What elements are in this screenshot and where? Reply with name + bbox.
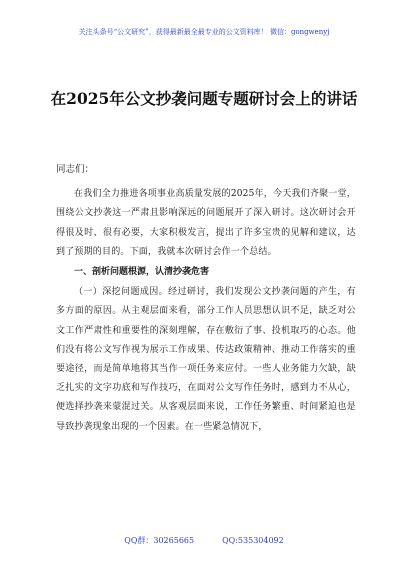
section-heading: 一、剖析问题根源，认清抄袭危害 (74, 267, 210, 278)
header-banner: 关注头条号“公文研究”，获得最新最全最专业的公文资料库！ 微信：gongwenyj (78, 28, 330, 36)
document-body (56, 160, 356, 437)
section-paragraph: （一）深挖问题成因。经过研讨，我们发现公文抄袭问题的产生，有多方面的原因。从主观层面来看，部分工作人员思想认识不足，缺乏对公文工作严肃性和重要性的深刻理解，存在敷衍了事、投机取巧的心态。他们没有将公文写作视为展示工作成果、传达政策精神、推动工作落实的重要途径，而是简单地将其当作一项任务来应付。一些人业务能力欠缺，缺乏扎实的文字功底和写作技巧，在面对公文写作任务时，感到力不从心，便选择抄袭来蒙混过关。从客观层面来说，工作任务繁重、时间紧迫也是导致抄袭现象出现的一个因素。在一些紧急情况下， (56, 287, 356, 432)
footer-qq-group: QQ群：30265665 (124, 536, 195, 545)
intro-paragraph: 在我们全力推进各项事业高质量发展的2025年，今天我们齐聚一堂，围绕公文抄袭这一严肃且影响深远的问题展开了深入研讨。这次研讨会开得很及时、很有必要，大家积极发言，提出了许多宝贵的见解和建议，达到了预期的目的。下面，我就本次研讨会作一个总结。 (56, 189, 356, 257)
footer-qq: QQ:535304092 (222, 536, 284, 545)
footer (0, 536, 408, 546)
salutation: 同志们： (56, 164, 95, 175)
page-title: 在2025年公文抄袭问题专题研讨会上的讲话 (50, 89, 358, 108)
